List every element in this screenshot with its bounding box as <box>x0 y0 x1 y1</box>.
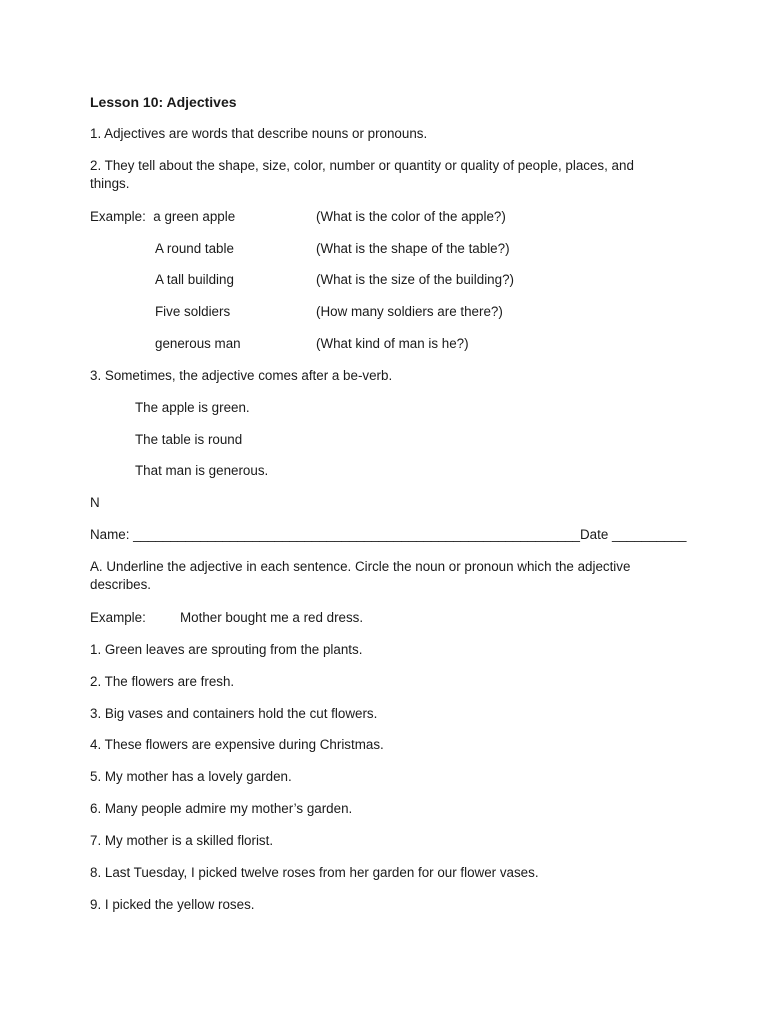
example-row <box>155 271 680 289</box>
exercise-sentence: 6. Many people admire my mother’s garden. <box>90 801 353 816</box>
exercise-sentence: 9. I picked the yellow roses. <box>90 897 255 912</box>
exercise-sentence: 7. My mother is a skilled florist. <box>90 833 274 848</box>
exercise-sentence: 1. Green leaves are sprouting from the plants. <box>90 642 363 657</box>
point-2: 2. They tell about the shape, size, color, number or quantity or quality of people, places, and things. <box>90 158 634 191</box>
name-date-line: Name: ____________________________________________________________Date __________ <box>90 527 687 542</box>
document-page <box>90 0 687 1024</box>
example-phrase: Five soldiers <box>155 304 231 319</box>
exercise-sentence: 3. Big vases and containers hold the cut flowers. <box>90 706 378 721</box>
lesson-title: Lesson 10: Adjectives <box>90 94 237 110</box>
worksheet-example-label: Example: <box>90 610 146 625</box>
example-question: (How many soldiers are there?) <box>316 304 503 319</box>
example-row <box>155 303 680 321</box>
example-row <box>155 240 680 258</box>
worksheet-example-sentence: Mother bought me a red dress. <box>180 610 364 625</box>
beverb-example: The table is round <box>135 432 243 447</box>
example-phrase: generous man <box>155 336 241 351</box>
example-question: (What kind of man is he?) <box>316 336 469 351</box>
example-question: (What is the size of the building?) <box>316 272 514 287</box>
exercise-sentence: 8. Last Tuesday, I picked twelve roses from her garden for our flower vases. <box>90 865 539 880</box>
worksheet-instruction: A. Underline the adjective in each sentence. Circle the noun or pronoun which the adjective describes. <box>90 559 631 592</box>
exercise-sentence: 5. My mother has a lovely garden. <box>90 769 292 784</box>
example-row <box>155 335 680 353</box>
example-label: Example: <box>90 209 146 224</box>
example-row <box>90 208 680 226</box>
example-question: (What is the color of the apple?) <box>316 209 506 224</box>
worksheet-example <box>90 609 490 627</box>
beverb-example: That man is generous. <box>135 463 269 478</box>
point-1: 1. Adjectives are words that describe nouns or pronouns. <box>90 126 428 141</box>
stray-letter: N <box>90 495 100 510</box>
point-3: 3. Sometimes, the adjective comes after a be-verb. <box>90 368 393 383</box>
example-question: (What is the shape of the table?) <box>316 241 510 256</box>
example-phrase: A round table <box>155 241 234 256</box>
example-phrase: a green apple <box>153 209 236 224</box>
beverb-example: The apple is green. <box>135 400 250 415</box>
example-phrase: A tall building <box>155 272 234 287</box>
exercise-sentence: 2. The flowers are fresh. <box>90 674 235 689</box>
exercise-sentence: 4. These flowers are expensive during Christmas. <box>90 737 384 752</box>
